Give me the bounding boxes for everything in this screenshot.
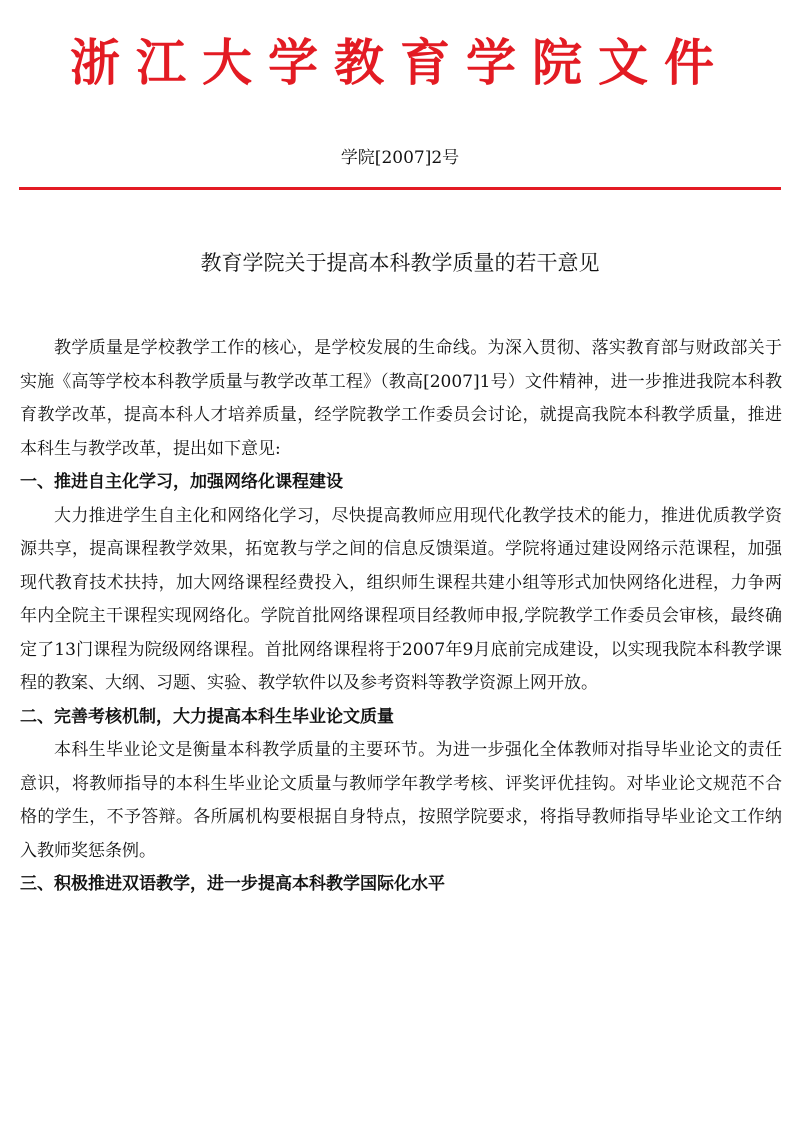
- document-body: [20, 332, 782, 902]
- section-heading-1: 一、推进自主化学习，加强网络化课程建设: [20, 472, 343, 492]
- document-number: 学院[2007]2号: [340, 148, 460, 168]
- intro-paragraph: 教学质量是学校教学工作的核心，是学校发展的生命线。为深入贯彻、落实教育部与财政部关于实施《高等学校本科教学质量与教学改革工程》（教高[2007]1号）文件精神，进一步推进我院本科教育教学改革，提高本科人才培养质量，经学院教学工作委员会讨论，就提高我院本科教学质量，推进本科生与教学改革，提出如下意见:: [20, 338, 782, 459]
- org-header-title: 浙江大学教育学院文件: [70, 34, 730, 92]
- red-divider-line: [19, 187, 781, 190]
- section-heading-3: 三、积极推进双语教学，进一步提高本科教学国际化水平: [20, 874, 445, 894]
- document-title: 教育学院关于提高本科教学质量的若干意见: [200, 251, 600, 275]
- section-heading-2: 二、完善考核机制，大力提高本科生毕业论文质量: [20, 706, 394, 727]
- section-body-2: 本科生毕业论文是衡量本科教学质量的主要环节。为进一步强化全体教师对指导毕业论文的责任意识，将教师指导的本科生毕业论文质量与教师学年教学考核、评奖评优挂钩。对毕业论文规范不合格的学生，不予答辩。各所属机构要根据自身特点，按照学院要求，将指导教师指导毕业论文工作纳入教师奖惩条例。: [20, 740, 782, 861]
- section-body-1: 大力推进学生自主化和网络化学习，尽快提高教师应用现代化教学技术的能力，推进优质教学资源共享，提高课程教学效果，拓宽教与学之间的信息反馈渠道。学院将通过建设网络示范课程，加强现代教育技术扶持，加大网络课程经费投入，组织师生课程共建小组等形式加快网络化进程，力争两年内全院主干课程实现网络化。学院首批网络课程项目经教师申报,学院教学工作委员会审核，最终确定了13门课程为院级网络课程。首批网络课程将于2007年9月底前完成建设，以实现我院本科教学课程的教案、大纲、习题、实验、教学软件以及参考资料等教学资源上网开放。: [20, 505, 782, 693]
